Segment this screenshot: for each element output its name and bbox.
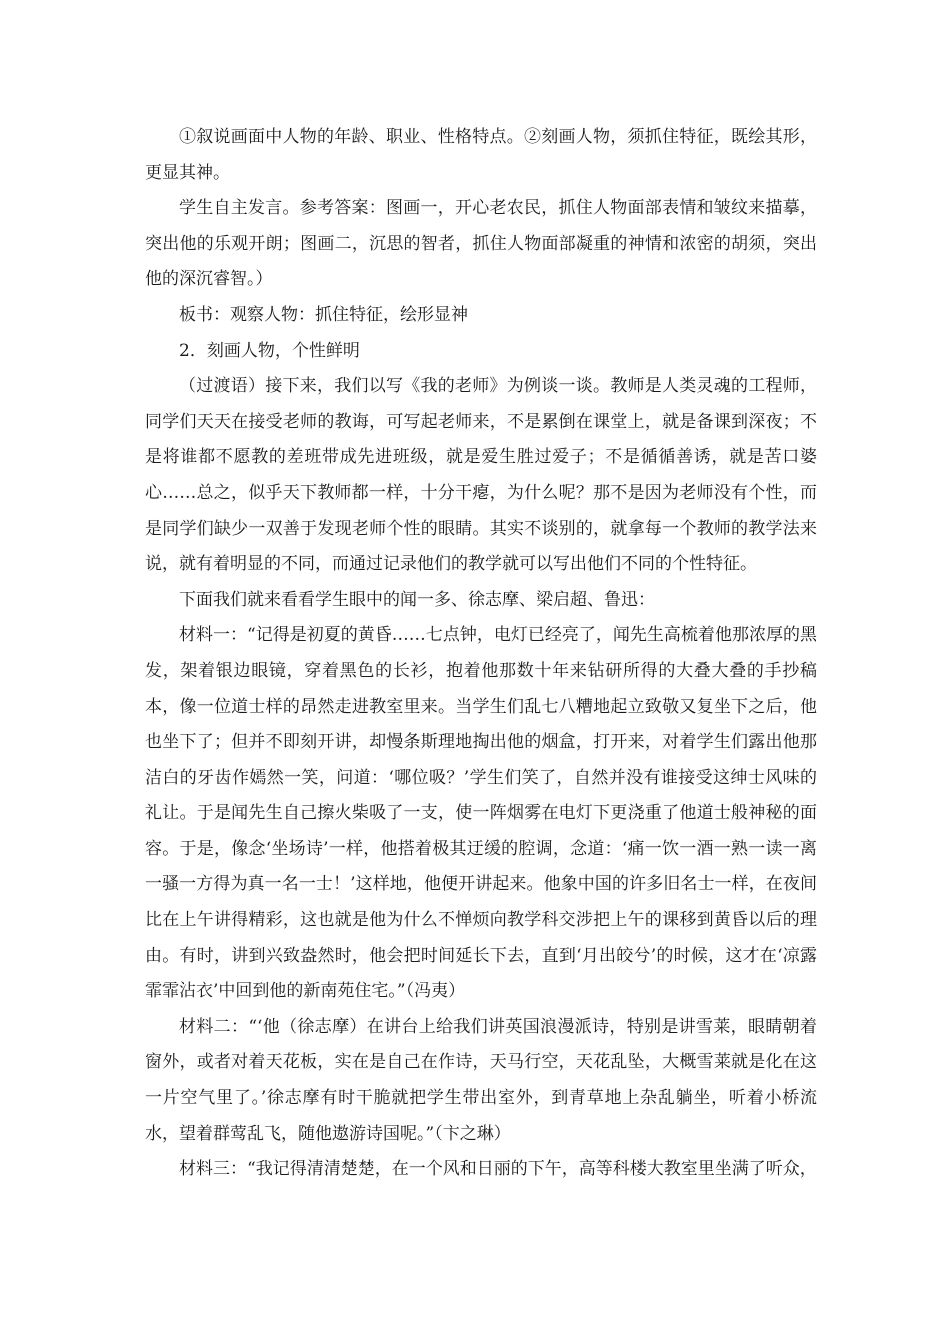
paragraph-material-three: 材料三：“我记得清清楚楚，在一个风和日丽的下午，高等科楼大教室里坐满了听众， — [179, 1159, 817, 1180]
document-body — [145, 120, 817, 1188]
paragraph-board-note: 板书：观察人物：抓住特征，绘形显神 — [179, 304, 468, 325]
paragraph-material-two: 材料二：“‘他（徐志摩）在讲台上给我们讲英国浪漫派诗，特别是讲雪莱，眼睛朝着窗外，或者对着天花板，实在是自己在作诗，天马行空，天花乱坠，大概雪莱就是化在这一片空气里了。’徐志摩有时干脆就把学生带出室外，到青草地上杂乱躺坐，听着小桥流水，望着群莺乱飞，随他遨游诗国呢。”（卞之琳） — [145, 1016, 817, 1144]
paragraph-instruction: ①叙说画面中人物的年龄、职业、性格特点。②刻画人物，须抓住特征，既绘其形，更显其神。 — [145, 127, 817, 183]
paragraph-transition: （过渡语）接下来，我们以写《我的老师》为例谈一谈。教师是人类灵魂的工程师，同学们天天在接受老师的教诲，可写起老师来，不是累倒在课堂上，就是备课到深夜；不是将谁都不愿教的差班带成先进班级，就是爱生胜过爱子；不是循循善诱，就是苦口婆心……总之，似乎天下教师都一样，十分干瘪，为什么呢？那不是因为老师没有个性，而是同学们缺少一双善于发现老师个性的眼睛。其实不谈别的，就拿每一个教师的教学法来说，就有着明显的不同，而通过记录他们的教学就可以写出他们不同的个性特征。 — [145, 376, 817, 575]
paragraph-material-one: 材料一：“记得是初夏的黄昏……七点钟，电灯已经亮了，闻先生高梳着他那浓厚的黑发，架着银边眼镜，穿着黑色的长衫，抱着他那数十年来钻研所得的大叠大叠的手抄稿本，像一位道士样的昂然走进教室里来。当学生们乱七八糟地起立致敬又复坐下之后，他也坐下了；但并不即刻开讲，却慢条斯理地掏出他的烟盒，打开来，对着学生们露出他那洁白的牙齿作嫣然一笑，问道：‘哪位吸？’学生们笑了，自然并没有谁接受这绅士风味的礼让。于是闻先生自己擦火柴吸了一支，使一阵烟雾在电灯下更浇重了他道士般神秘的面容。于是，像念‘坐场诗’一样，他搭着极其迂缓的腔调，念道：‘痛一饮一酒一熟一读一离一骚一方得为真一名一士！’这样地，他便开讲起来。他象中国的许多旧名士一样，在夜间比在上午讲得精彩，这也就是他为什么不惮烦向教学科交涉把上午的课移到黄昏以后的理由。有时，讲到兴致盎然时，他会把时间延长下去，直到‘月出皎兮’的时候，这才在‘凉露霏霏沾衣’中回到他的新南苑住宅。”（冯夷） — [145, 625, 817, 1002]
section-heading: 2．刻画人物，个性鲜明 — [179, 340, 360, 361]
paragraph-intro-materials: 下面我们就来看看学生眼中的闻一多、徐志摩、梁启超、鲁迅： — [179, 589, 655, 610]
paragraph-reference-answer: 学生自主发言。参考答案：图画一，开心老农民，抓住人物面部表情和皱纹来描摹，突出他的乐观开朗；图画二，沉思的智者，抓住人物面部凝重的神情和浓密的胡须，突出他的深沉睿智。） — [145, 198, 817, 290]
